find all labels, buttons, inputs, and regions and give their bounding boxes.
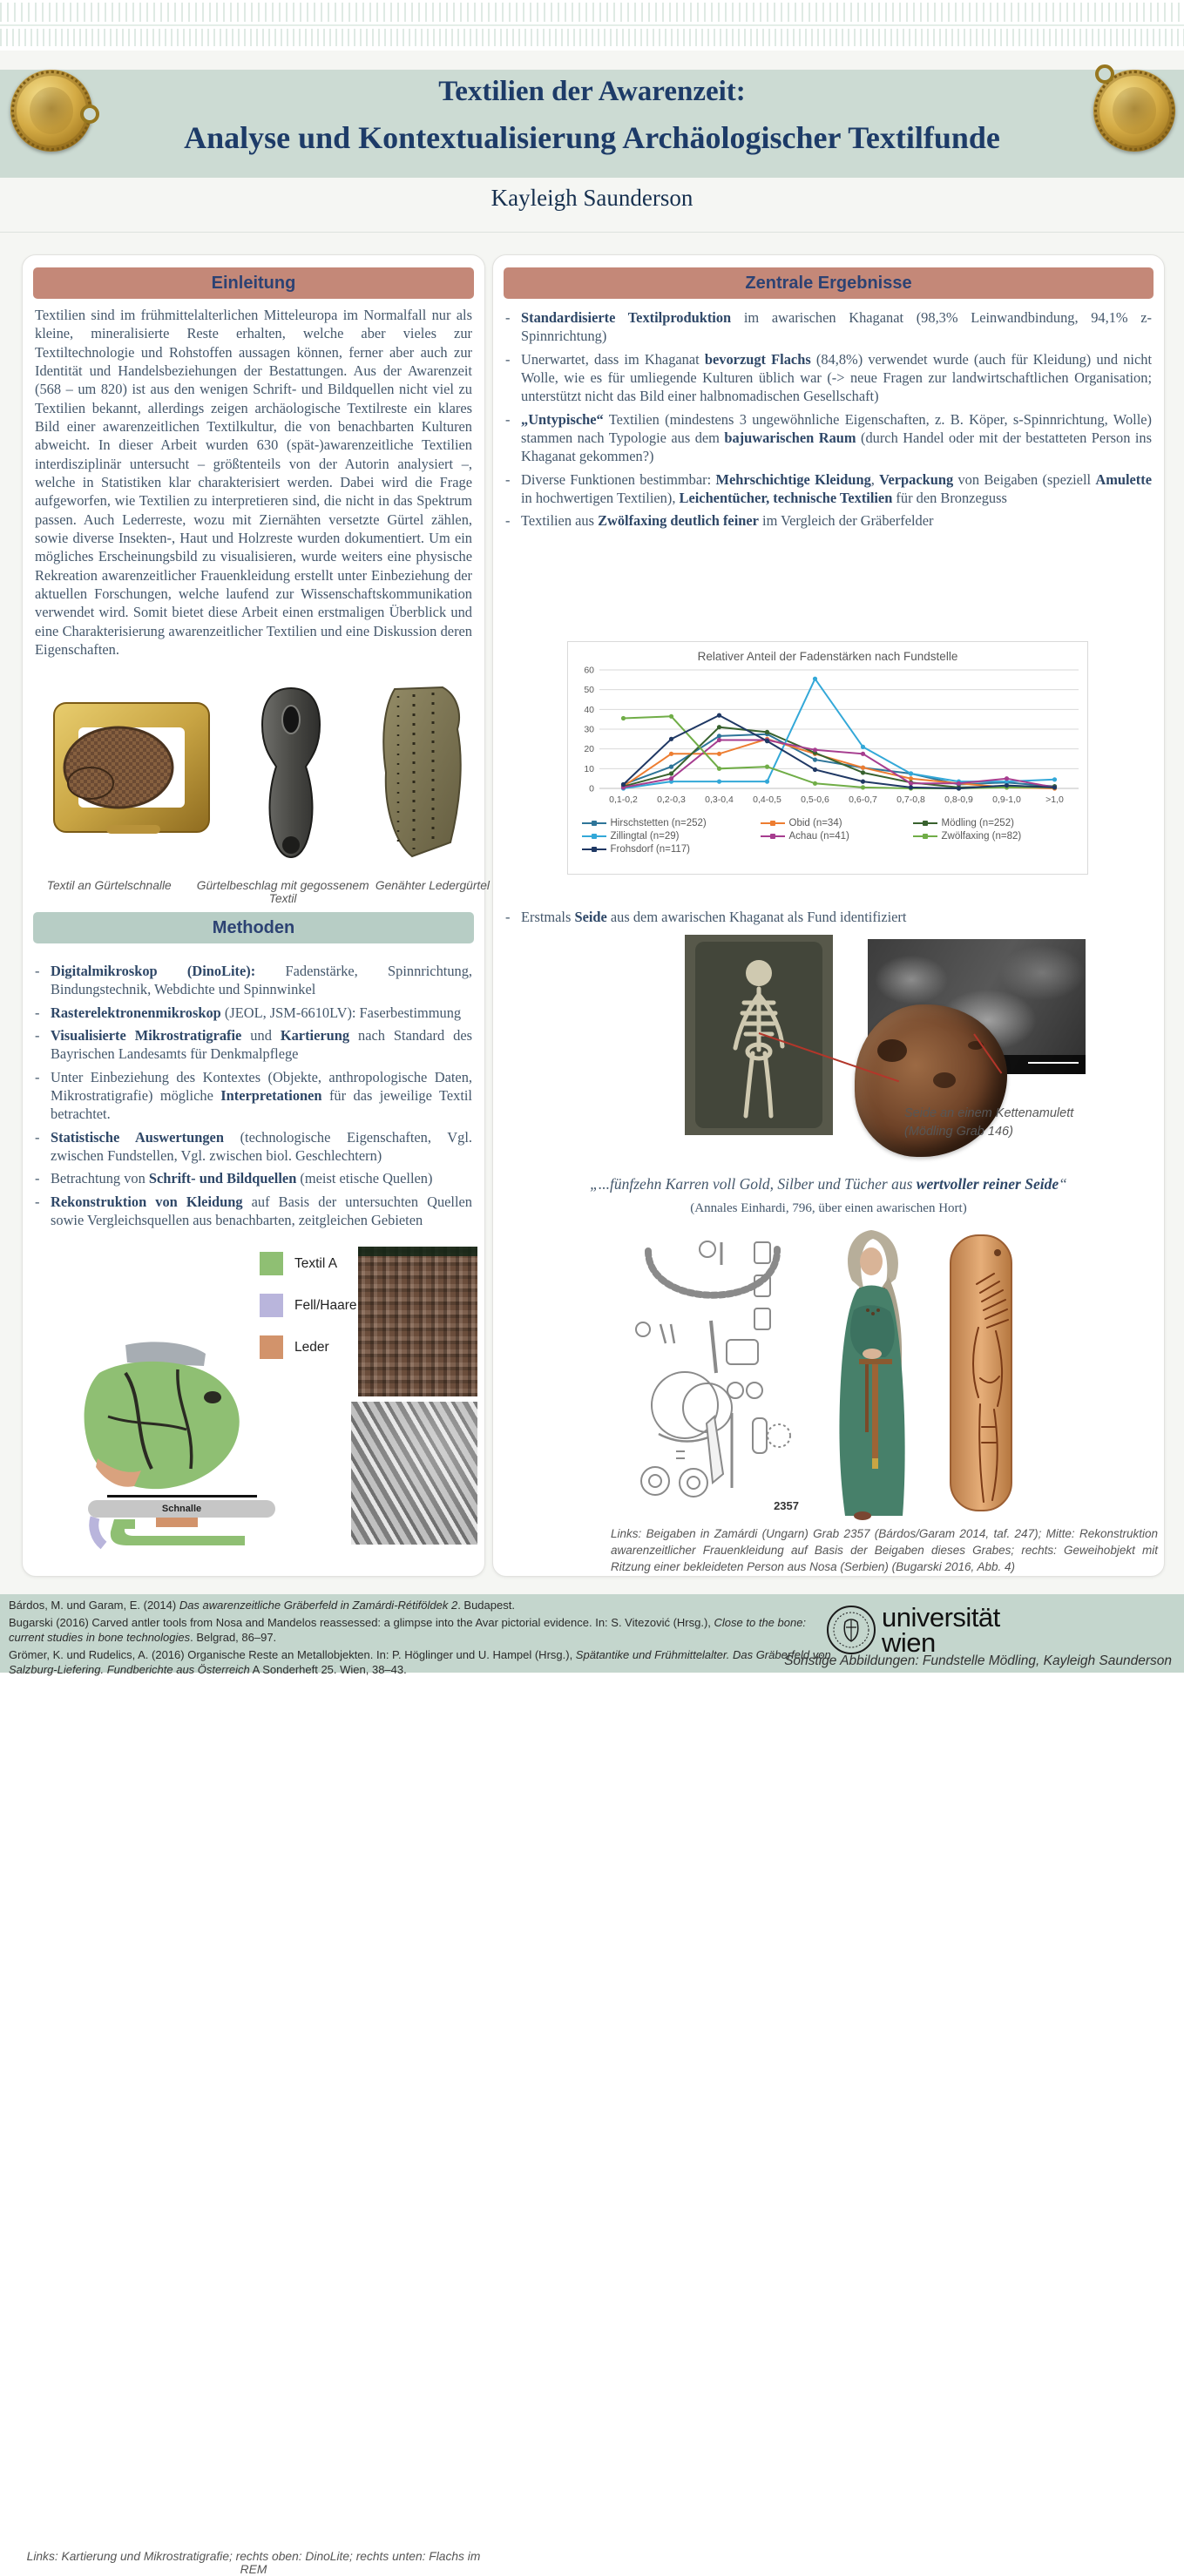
decorative-border (0, 0, 1184, 51)
bullet-dash: - (505, 512, 511, 530)
map-legend-item (260, 1335, 357, 1359)
bullet-dash: - (505, 909, 511, 925)
section-heading-methoden: Methoden (33, 912, 474, 943)
bullet-dash: - (505, 309, 511, 326)
svg-text:40: 40 (584, 704, 594, 715)
list-item (505, 410, 1152, 466)
photo-grave-skeleton (685, 935, 833, 1135)
legend-line-marker (913, 822, 937, 824)
map-legend-item (260, 1294, 357, 1317)
svg-text:10: 10 (584, 763, 594, 774)
schnalle-label: Schnalle (88, 1500, 275, 1518)
schematic-layers (88, 1518, 275, 1551)
artifact-photos-row (31, 679, 476, 866)
list-item (505, 511, 1152, 530)
quote-source: (Annales Einhardi, 796, über einen awarischen Hort) (690, 1201, 967, 1215)
logo-line1: universität (882, 1602, 1000, 1633)
svg-text:30: 30 (584, 724, 594, 735)
section-heading-einleitung: Einleitung (33, 267, 474, 299)
svg-text:20: 20 (584, 744, 594, 755)
bullet-dash: - (35, 963, 40, 979)
list-item (35, 1128, 472, 1166)
legend-series-label: Obid (n=34) (788, 818, 842, 828)
svg-text:0,9-1,0: 0,9-1,0 (992, 794, 1021, 805)
caption-buckle: Textil an Gürtelschnalle (46, 879, 172, 892)
legend-dot-marker (770, 834, 775, 839)
einleitung-paragraph: Textilien sind im frühmittelalterlichen Mitteleuropa im Normalfall nur als kleine, mineralisierte Reste erhalten, welche aber vieles zur Textiltechnologie und Rohstoffen aussagen können, ferner aber auch zur Identität und Handelsbeziehungen der Bestattungen. Aus der Awarenzeit (568 – um 820) ist aus den wenigen Schrift- und Bildquellen nicht viel zu Textilien bekannt, allerdings zeigen archäologische Textilreste ein klares Bild einer awarenzeitlichen Textilkultur, die von benachbarten Kulturen abweicht. In dieser Arbeit wurden 630 (spät-)awarenzeitliche Textilien interdisziplinär untersucht – größtenteils von der Autorin analysiert –, welche in Statistiken klar charakterisiert werden. Dabei wird die Frage aufgeworfen, wie Textilien zu interpretieren sind, die nicht in das Spektrum passen. Auch Lederreste, wozu mit Ziernähten versetzte Gürtel zählen, sowie diverse Insekten-, Haut und Holzreste wurden dokumentiert. Um ein mögliches Erscheinungsbild zu visualisieren, wurde weiters eine physische Rekreation awarenzeitlicher Frauenkleidung erstellt unter Einbeziehung der aktuellen Forschungen, welche laufend zur Wissenschaftskommunikation verwendet wird. Somit bietet diese Arbeit einen erstmaligen Überblick und eine Charakterisierung awarenzeitlicher Textilien und eine Diskussion deren Eigenschaften. (35, 307, 472, 658)
image-credit: Sonstige Abbildungen: Fundstelle Mödling, Kayleigh Saunderson (784, 1653, 1172, 1668)
seide-bullet (505, 903, 1152, 930)
chart-legend-item (761, 818, 913, 828)
svg-text:0,3-0,4: 0,3-0,4 (705, 794, 734, 805)
legend-series-label: Frohsdorf (n=117) (610, 844, 691, 855)
list-item (505, 308, 1152, 346)
artifact-captions-row (28, 879, 491, 905)
photo-belt-buckle-textile (38, 696, 221, 849)
list-item (505, 470, 1152, 508)
seide-figure (493, 930, 1164, 1174)
chart-legend-item (582, 831, 761, 842)
legend-dot-marker (923, 821, 928, 826)
legend-line-marker (761, 835, 785, 837)
list-item (35, 1068, 472, 1124)
list-item (35, 962, 472, 999)
svg-text:0,1-0,2: 0,1-0,2 (609, 794, 638, 805)
legend-line-marker (913, 835, 937, 837)
photo-dinolite-microscopy (358, 1247, 477, 1396)
bullet-dash: - (505, 350, 511, 368)
chart-legend-item (761, 831, 913, 842)
poster-title-line2: Analyse und Kontextualisierung Archäologischer Textilfunde (184, 120, 1000, 155)
gold-medallion-left-icon (10, 70, 92, 152)
list-item (505, 350, 1152, 406)
thread-thickness-chart (567, 641, 1088, 875)
svg-text:0: 0 (589, 783, 594, 794)
photo-antler-object (940, 1230, 1022, 1516)
svg-text:0,5-0,6: 0,5-0,6 (801, 794, 829, 805)
footer-band (0, 1594, 1184, 1676)
bullet-dash: - (505, 470, 511, 488)
sem-scale-bar (1028, 1062, 1079, 1064)
legend-dot-marker (592, 821, 597, 826)
bullet-dash: - (35, 1170, 40, 1187)
photo-sewn-leather-belt (360, 686, 469, 860)
legend-dot-marker (770, 821, 775, 826)
list-item-text: Unter Einbeziehung des Kontextes (Objekte, anthropologische Daten, Mikrostratigrafie) mögliche Interpretationen für das jeweilige Textil betrachtet. (51, 1068, 472, 1123)
methoden-figure-caption: Links: Kartierung und Mikrostratigrafie; rechts oben: DinoLite; rechts unten: Flachs im REM (26, 2550, 481, 2576)
reconstruction-figure (493, 1227, 1164, 1523)
list-item-text: Textilien aus Zwölfaxing deutlich feiner im Vergleich der Gräberfelder (521, 512, 934, 530)
chart-legend (568, 818, 1087, 855)
legend-dot-marker (592, 834, 597, 839)
chart-title: Relativer Anteil der Fadenstärken nach Fundstelle (697, 650, 958, 663)
ergebnisse-list (505, 304, 1152, 535)
photo-strap-end-cast-textile (252, 683, 330, 862)
photo-flax-rem (351, 1402, 477, 1545)
svg-text:0,4-0,5: 0,4-0,5 (753, 794, 781, 805)
legend-line-marker (582, 822, 606, 824)
bullet-dash: - (505, 410, 511, 428)
legend-swatch (260, 1252, 283, 1275)
mapping-diagram (73, 1336, 256, 1498)
legend-label: Leder (294, 1339, 329, 1355)
section-heading-ergebnisse: Zentrale Ergebnisse (504, 267, 1154, 299)
list-item-text: „Untypische“ Textilien (mindestens 3 ungewöhnliche Eigenschaften, z. B. Köper, s-Spinnrichtung, Wolle) stammen nach Typologie aus dem bajuwarischen Raum (durch Handel oder mit der bestatteten Person ins Khaganat gekommen?) (521, 410, 1152, 465)
list-item-text: Visualisierte Mikrostratigrafie und Kartierung nach Standard des Bayrischen Landesamts für Denkmalpflege (51, 1026, 472, 1063)
methoden-list (35, 957, 472, 1234)
svg-text:>1,0: >1,0 (1045, 794, 1064, 805)
list-item-text: Standardisierte Textilproduktion im awarischen Khaganat (98,3% Leinwandbindung, 94,1% z-Spinnrichtung) (521, 309, 1152, 345)
list-item-text: Statistische Auswertungen (technologische Eigenschaften, Vgl. zwischen Fundstellen, Vgl. zwischen biol. Geschlechtern) (51, 1128, 472, 1164)
list-item (35, 1026, 472, 1064)
medallion-ring-icon (1095, 64, 1114, 84)
list-item-text: Rasterelektronenmikroskop (JEOL, JSM-6610LV): Faserbestimmung (51, 1004, 462, 1021)
list-item-text: Rekonstruktion von Kleidung auf Basis der untersuchten Quellen sowie Vergleichsquellen aus benachbarten, zeitgleichen Gebieten (51, 1193, 472, 1228)
legend-series-label: Hirschstetten (n=252) (610, 818, 707, 828)
references (9, 1599, 835, 1680)
svg-text:50: 50 (584, 685, 594, 696)
legend-line-marker (761, 822, 785, 824)
legend-line-marker (582, 849, 606, 850)
author-name: Kayleigh Saunderson (491, 185, 693, 211)
caption-strap-end: Gürtelbeschlag mit gegossenem Textil (196, 879, 369, 905)
reference-1: Bárdos, M. und Garam, E. (2014) Das awarenzeitliche Gräberfeld in Zamárdi-Rétiföldek 2. Budapest. (9, 1599, 515, 1612)
svg-text:0,6-0,7: 0,6-0,7 (849, 794, 877, 805)
microstratigraphy-schematic (88, 1495, 280, 1551)
seide-caption: Seide an einem Kettenamulett (Mödling Grab 146) (904, 1106, 1074, 1139)
logo-line2: wien (882, 1626, 936, 1658)
right-column-card (492, 254, 1165, 1577)
medallion-ring-icon (80, 105, 99, 124)
drawing-grave-goods (624, 1227, 802, 1516)
legend-label: Textil A (294, 1255, 338, 1271)
legend-series-label: Zillingtal (n=29) (610, 831, 680, 842)
legend-dot-marker (923, 834, 928, 839)
svg-text:0,2-0,3: 0,2-0,3 (657, 794, 686, 805)
legend-swatch (260, 1294, 283, 1317)
university-seal-icon (826, 1605, 876, 1655)
grave-number-label: 2357 (774, 1499, 799, 1512)
reconstruction-caption: Links: Beigaben in Zamárdi (Ungarn) Grab 2357 (Bárdos/Garam 2014, taf. 247); Mitte: Rekonstruktion awarenzeitlicher Frauenkleidung auf Basis der Beigaben dieses Grabes; rechts: Geweihobjekt mit Ritzung einer bekleideten Person aus Nosa (Serbien) (Bugarski 2016, Abb. 4) (611, 1527, 1158, 1574)
list-item-text: Unerwartet, dass im Khaganat bevorzugt Flachs (84,8%) verwendet wurde (auch für Kleidung) und nicht Wolle, wie es für umliegende Kulturen üblich war (-> neue Fragen zur landwirtschaftlichen Organisation; unterstützt nicht das Bild einer halbnomadischen Gesellschaft) (521, 350, 1152, 405)
quote-text: „...fünfzehn Karren voll Gold, Silber und Tücher aus wertvoller reiner Seide“ (590, 1175, 1067, 1193)
chart-plot-area (568, 663, 1087, 813)
list-item (35, 1004, 472, 1022)
reference-3: Grömer, K. und Rudelics, A. (2016) Organische Reste an Metallobjekten. In: P. Höglinger und U. Hampel (Hrsg.), Spätantike und Frühmittelalter. Das Gräberfeld von Salzburg-Liefering. Fundberichte aus Österreich A Sonderheft 25. Wien, 38–43. (9, 1647, 831, 1676)
schematic-top-line (107, 1495, 257, 1498)
chart-legend-item (582, 818, 761, 828)
bullet-dash: - (35, 1004, 40, 1021)
poster-title-line1: Textilien der Awarenzeit: (438, 76, 746, 107)
svg-text:60: 60 (584, 665, 594, 676)
legend-series-label: Mödling (n=252) (941, 818, 1014, 828)
university-logo-text (882, 1602, 1000, 1658)
legend-line-marker (582, 835, 606, 837)
map-legend-item (260, 1252, 357, 1275)
chart-legend-item (582, 844, 761, 855)
legend-swatch (260, 1335, 283, 1359)
photo-costume-reconstruction (822, 1227, 920, 1521)
caption-leather-belt: Genähter Ledergürtel (375, 879, 491, 892)
list-item (35, 1193, 472, 1230)
list-item (35, 1169, 472, 1187)
legend-dot-marker (592, 847, 597, 852)
bullet-dash: - (35, 1026, 40, 1044)
gold-medallion-right-icon (1093, 70, 1175, 152)
header-banner (0, 70, 1184, 178)
svg-text:0,8-0,9: 0,8-0,9 (944, 794, 973, 805)
mapping-legend (260, 1252, 357, 1377)
chart-legend-item (913, 818, 1074, 828)
header-divider (0, 232, 1184, 233)
list-item-text: Diverse Funktionen bestimmbar: Mehrschichtige Kleidung, Verpackung von Beigaben (speziell Amulette in hochwertigen Textilien), Leichentücher, technische Textilien für den Bronzeguss (521, 470, 1152, 506)
legend-series-label: Achau (n=41) (788, 831, 849, 842)
bullet-dash: - (35, 1193, 40, 1210)
legend-series-label: Zwölfaxing (n=82) (941, 831, 1022, 842)
legend-label: Fell/Haare (294, 1297, 357, 1313)
reference-2: Bugarski (2016) Carved antler tools from Nosa and Mandelos reassessed: a glimpse into the Avar pictorial evidence. In: S. Vitezović (Hrsg.), Close to the bone: current studies in bone technologies. Belgrad, 86–97. (9, 1615, 807, 1644)
list-item-text: Betrachtung von Schrift- und Bildquellen (meist etische Quellen) (51, 1170, 433, 1187)
list-item-text: Digitalmikroskop (DinoLite): Fadenstärke, Spinnrichtung, Bindungstechnik, Webdichte und Spinnwinkel (51, 963, 473, 998)
chart-legend-item (913, 831, 1074, 842)
bullet-dash: - (35, 1128, 40, 1146)
seide-text: Erstmals Seide aus dem awarischen Khaganat als Fund identifiziert (521, 909, 907, 925)
svg-text:0,7-0,8: 0,7-0,8 (896, 794, 925, 805)
bullet-dash: - (35, 1068, 40, 1085)
